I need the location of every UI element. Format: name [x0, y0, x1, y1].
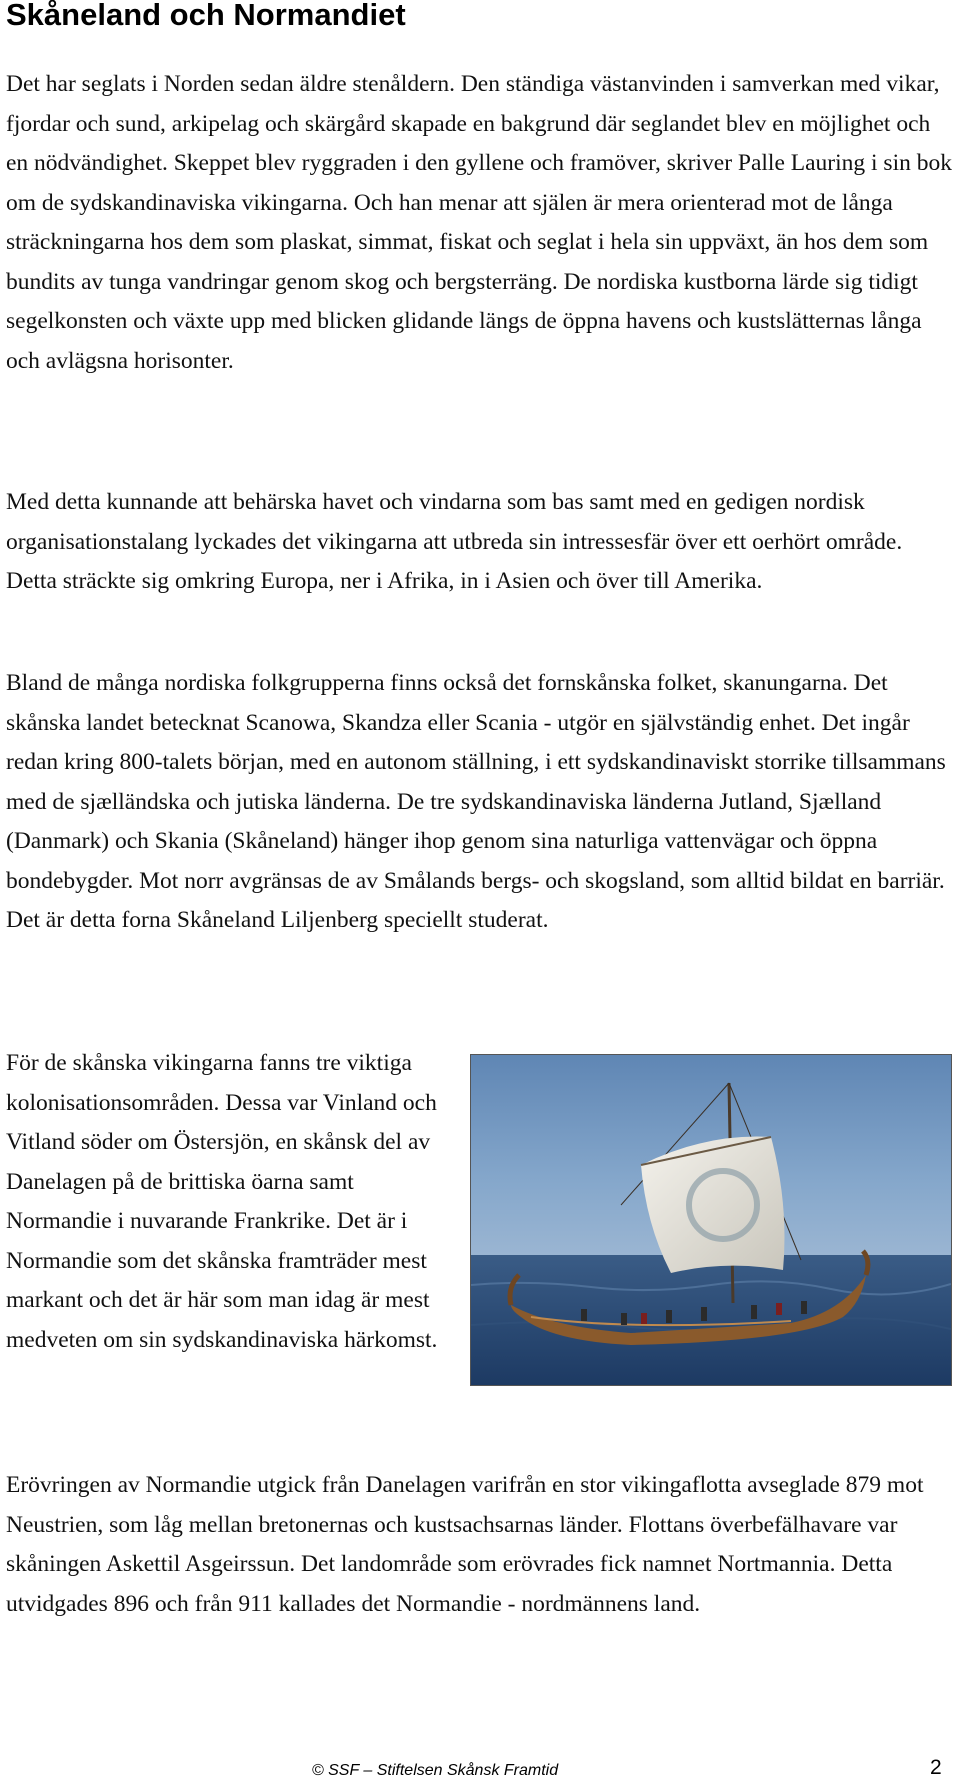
viking-ship-photo: [470, 1054, 952, 1386]
paragraph-sailing-history: Det har seglats i Norden sedan äldre stenåldern. Den ständiga västanvinden i samverkan med vikar, fjordar och sund, arkipelag och skärgård skapade en bakgrund där seglandet blev en möjlighet och en nödvändighet. Skeppet blev ryggraden i den gyllene och framöver, skriver Palle Lauring i sin bok om de sydskandinaviska vikingarna. Och han menar att själen är mera orienterad mot de långa sträckningarna hos dem som plaskat, simmat, fiskat och seglat i hela sin uppväxt, än hos dem som bundits av tunga vandringar genom skog och bergsterräng. De nordiska kustborna lärde sig tidigt segelkonsten och växte upp med blicken glidande längs de öppna havens och kustslätternas långa och avlägsna horisonter.: [6, 71, 952, 374]
footer-copyright: © SSF – Stiftelsen Skånsk Framtid: [311, 1762, 559, 1779]
page-title: Skåneland och Normandiet: [6, 0, 406, 32]
paragraph-colonisation-areas: För de skånska vikingarna fanns tre viktiga kolonisationsområden. Dessa var Vinland och Vitland söder om Östersjön, en skånsk del av Danelagen på de brittiska öarna samt Normandie i nuvarande Frankrike. Det är i Normandie som det skånska framträder mest markant och det är här som man idag är mest medveten om sin sydskandinaviska härkomst.: [6, 1050, 438, 1353]
paragraph-normandy-conquest: Erövringen av Normandie utgick från Danelagen varifrån en stor vikingaflotta avseglade 879 mot Neustrien, som låg mellan bretonernas och kustsachsarnas länder. Flottans överbefälhavare var skåningen Askettil Asgeirssun. Det landområde som erövrades fick namnet Nortmannia. Detta utvidgades 896 och från 911 kallades det Normandie - nordmännens land.: [6, 1472, 924, 1617]
paragraph-viking-expansion: Med detta kunnande att behärska havet och vindarna som bas samt med en gedigen nordisk organisationstalang lyckades det vikingarna att utbreda sin intressesfär över ett oerhört område. Detta sträckte sig omkring Europa, ner i Afrika, in i Asien och över till Amerika.: [6, 489, 903, 594]
page-footer: [0, 1748, 960, 1778]
page-number: 2: [930, 1756, 942, 1779]
paragraph-skaneland: Bland de många nordiska folkgrupperna finns också det fornskånska folket, skanungarna. Det skånska landet betecknat Scanowa, Skandza eller Scania - utgör en självständig enhet. Det ingår redan kring 800-talets början, med en autonom ställning, i ett sydskandinaviskt storrike tillsammans med de sjælländska och jutiska länderna. De tre sydskandinaviska länderna Jutland, Sjælland (Danmark) och Skania (Skåneland) hänger ihop genom sina naturliga vattenvägar och öppna bondebygder. Mot norr avgränsas de av Smålands bergs- och skogsland, som alltid bildat en barriär. Det är detta forna Skåneland Liljenberg speciellt studerat.: [6, 670, 946, 933]
